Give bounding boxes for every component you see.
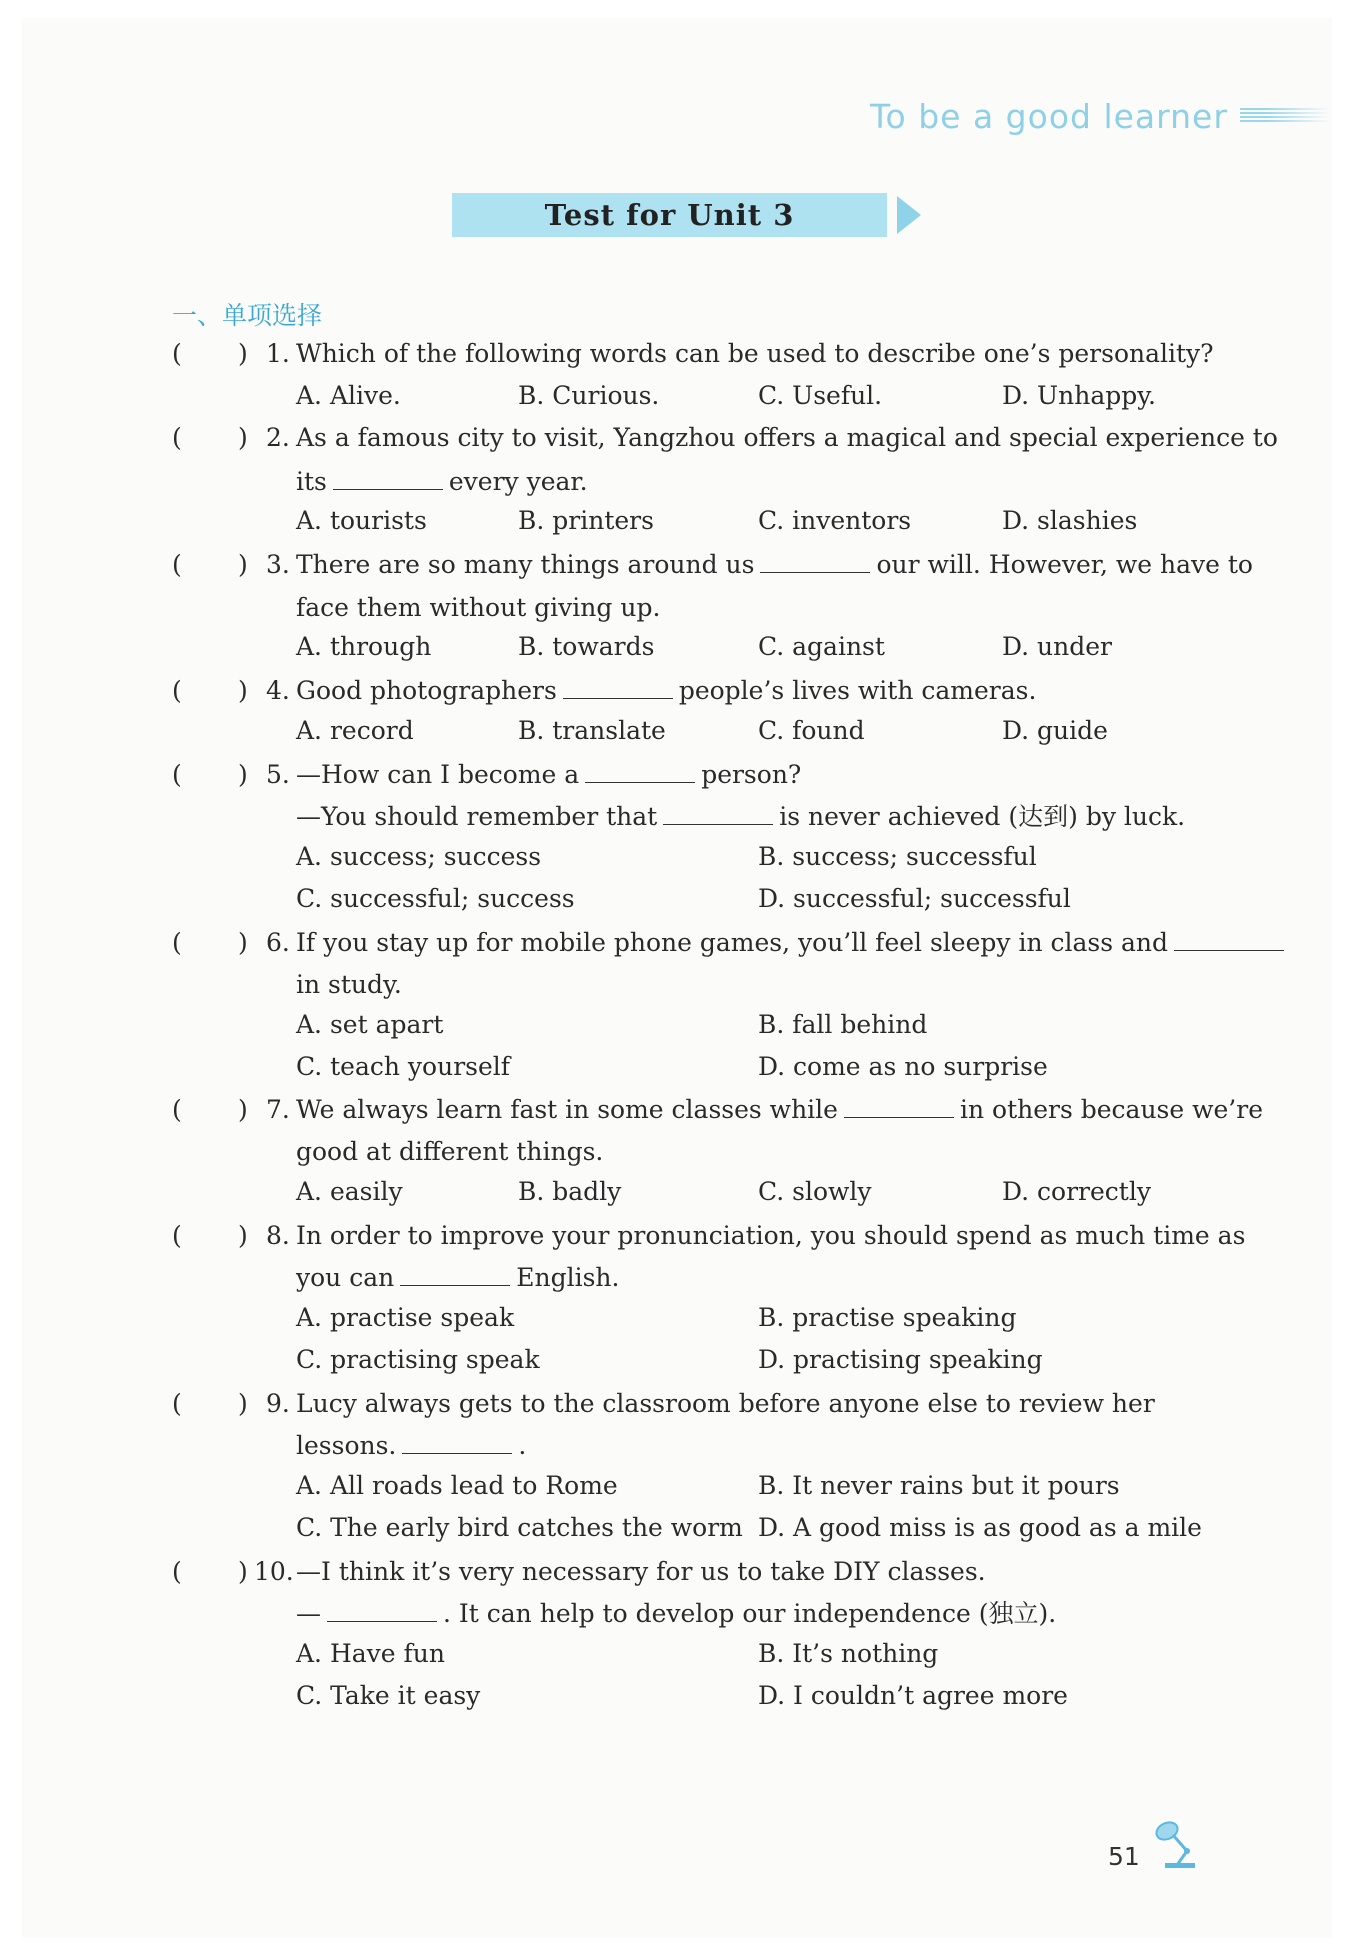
answer-blank <box>400 1263 510 1286</box>
question-text: —I think it’s very necessary for us to take DIY classes. <box>296 1557 986 1586</box>
option-d: D. guide <box>1002 716 1108 745</box>
option-a: A. record <box>296 716 414 745</box>
question-text: in study. <box>296 970 402 999</box>
question-number: 8. <box>266 1221 290 1250</box>
option-b: B. It’s nothing <box>758 1639 939 1668</box>
option-c: C. teach yourself <box>296 1052 511 1081</box>
question-text: in others because we’re <box>959 1095 1263 1124</box>
question-number: 6. <box>266 928 290 957</box>
question-text: There are so many things around us <box>296 550 755 579</box>
desk-lamp-icon <box>1153 1815 1205 1871</box>
option-a: A. easily <box>296 1177 403 1206</box>
option-d: D. I couldn’t agree more <box>758 1681 1068 1710</box>
question-text: good at different things. <box>296 1137 604 1166</box>
question-text: is never achieved (达到) by luck. <box>779 802 1186 831</box>
question-number: 2. <box>266 423 290 452</box>
option-a: A. success; success <box>296 842 542 871</box>
question-text: As a famous city to visit, Yangzhou offers a magical and special experience to <box>296 423 1278 452</box>
option-d: D. A good miss is as good as a mile <box>758 1513 1202 1542</box>
section-title: 一、单项选择 <box>172 301 323 330</box>
question-number: 7. <box>266 1095 290 1124</box>
option-c: C. found <box>758 716 865 745</box>
question-text: If you stay up for mobile phone games, you’ll feel sleepy in class and <box>296 928 1169 957</box>
option-c: C. inventors <box>758 506 912 535</box>
option-a: A. All roads lead to Rome <box>296 1471 618 1500</box>
option-c: C. The early bird catches the worm <box>296 1513 743 1542</box>
question-text: our will. However, we have to <box>876 550 1253 579</box>
answer-paren-close: ) <box>238 676 248 705</box>
question-text: every year. <box>448 467 588 496</box>
answer-paren-close: ) <box>238 423 248 452</box>
answer-paren-open: ( <box>172 339 182 368</box>
option-b: B. translate <box>518 716 666 745</box>
answer-paren-close: ) <box>238 928 248 957</box>
answer-paren-open: ( <box>172 1557 182 1586</box>
question-text: face them without giving up. <box>296 593 661 622</box>
question-text: We always learn fast in some classes while <box>296 1095 838 1124</box>
answer-blank <box>333 467 443 490</box>
answer-blank <box>585 760 695 783</box>
option-b: B. practise speaking <box>758 1303 1017 1332</box>
option-d: D. successful; successful <box>758 884 1071 913</box>
question-number: 5. <box>266 760 290 789</box>
answer-paren-close: ) <box>238 1389 248 1418</box>
option-a: A. practise speak <box>296 1303 515 1332</box>
answer-paren-open: ( <box>172 928 182 957</box>
banner-arrow-icon <box>897 196 921 234</box>
option-d: D. Unhappy. <box>1002 381 1156 410</box>
option-b: B. badly <box>518 1177 622 1206</box>
option-c: C. Take it easy <box>296 1681 481 1710</box>
question-text: . <box>518 1431 527 1460</box>
option-d: D. correctly <box>1002 1177 1151 1206</box>
answer-paren-close: ) <box>238 550 248 579</box>
answer-paren-open: ( <box>172 423 182 452</box>
answer-paren-close: ) <box>238 1557 248 1586</box>
question-number: 9. <box>266 1389 290 1418</box>
option-b: B. success; successful <box>758 842 1037 871</box>
answer-paren-open: ( <box>172 760 182 789</box>
question-text: person? <box>701 760 802 789</box>
option-a: A. Alive. <box>296 381 401 410</box>
question-text: Lucy always gets to the classroom before anyone else to review her <box>296 1389 1155 1418</box>
answer-blank <box>663 802 773 825</box>
test-title: Test for Unit 3 <box>544 198 795 232</box>
option-b: B. Curious. <box>518 381 660 410</box>
answer-paren-close: ) <box>238 339 248 368</box>
question-text: — <box>296 1599 321 1628</box>
question-text: —You should remember that <box>296 802 658 831</box>
chapter-header-title: To be a good learner <box>870 96 1228 136</box>
option-b: B. printers <box>518 506 654 535</box>
chapter-header <box>870 92 1330 140</box>
option-b: B. towards <box>518 632 655 661</box>
question-text: people’s lives with cameras. <box>678 676 1037 705</box>
question-text: its <box>296 467 327 496</box>
question-text: Good photographers <box>296 676 557 705</box>
header-stripes <box>1240 108 1330 124</box>
option-c: C. practising speak <box>296 1345 540 1374</box>
question-number: 10. <box>254 1557 294 1586</box>
question-text: Which of the following words can be used to describe one’s personality? <box>296 339 1214 368</box>
answer-blank <box>402 1431 512 1454</box>
answer-blank <box>327 1599 437 1622</box>
question-number: 4. <box>266 676 290 705</box>
option-a: A. set apart <box>296 1010 444 1039</box>
answer-paren-close: ) <box>238 760 248 789</box>
question-text: lessons. <box>296 1431 397 1460</box>
option-c: C. Useful. <box>758 381 883 410</box>
question-text: In order to improve your pronunciation, you should spend as much time as <box>296 1221 1246 1250</box>
answer-blank <box>760 550 870 573</box>
option-d: D. come as no surprise <box>758 1052 1048 1081</box>
answer-paren-open: ( <box>172 550 182 579</box>
answer-paren-close: ) <box>238 1095 248 1124</box>
answer-paren-close: ) <box>238 1221 248 1250</box>
question-number: 3. <box>266 550 290 579</box>
option-d: D. practising speaking <box>758 1345 1043 1374</box>
option-c: C. against <box>758 632 885 661</box>
question-text: —How can I become a <box>296 760 580 789</box>
question-text: . It can help to develop our independence (独立). <box>443 1599 1057 1628</box>
answer-blank <box>563 676 673 699</box>
page-number: 51 <box>1108 1842 1140 1871</box>
option-d: D. slashies <box>1002 506 1138 535</box>
test-title-banner <box>452 193 887 237</box>
option-c: C. slowly <box>758 1177 872 1206</box>
option-a: A. Have fun <box>296 1639 445 1668</box>
answer-paren-open: ( <box>172 676 182 705</box>
option-b: B. It never rains but it pours <box>758 1471 1120 1500</box>
answer-paren-open: ( <box>172 1221 182 1250</box>
option-b: B. fall behind <box>758 1010 928 1039</box>
answer-blank <box>844 1095 954 1118</box>
answer-blank <box>1174 928 1284 951</box>
question-number: 1. <box>266 339 290 368</box>
question-text: English. <box>516 1263 620 1292</box>
answer-paren-open: ( <box>172 1389 182 1418</box>
answer-paren-open: ( <box>172 1095 182 1124</box>
option-a: A. through <box>296 632 432 661</box>
question-text: you can <box>296 1263 395 1292</box>
option-a: A. tourists <box>296 506 427 535</box>
option-d: D. under <box>1002 632 1112 661</box>
option-c: C. successful; success <box>296 884 575 913</box>
